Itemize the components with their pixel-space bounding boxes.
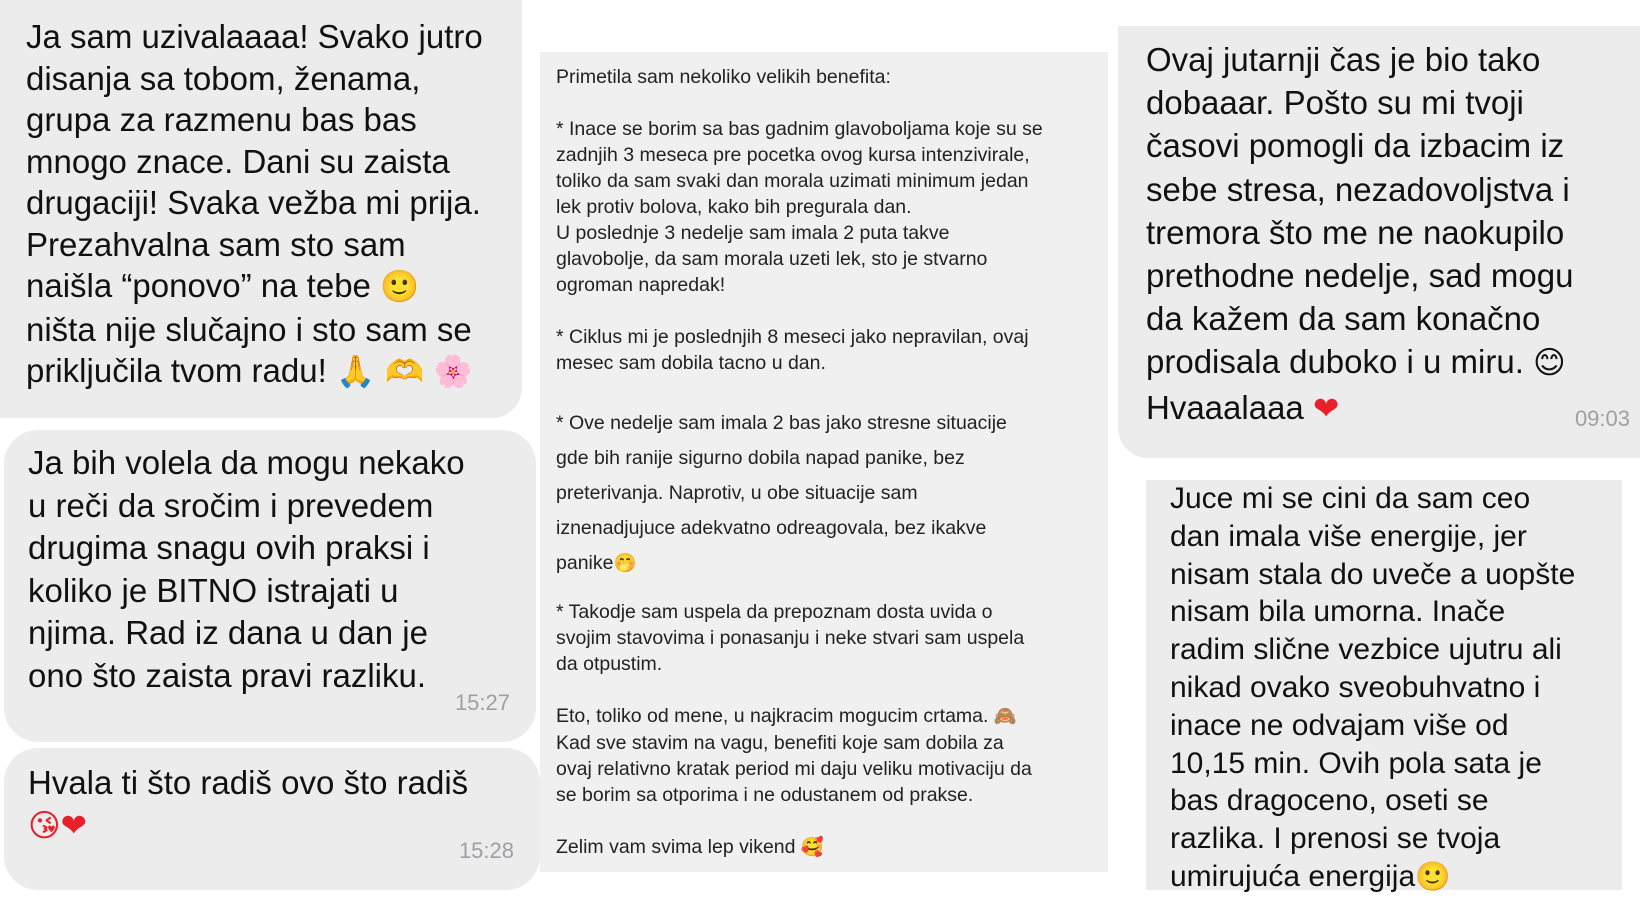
email-summary-line: Eto, toliko od mene, u najkracim mogucim crtama. <box>556 705 989 727</box>
message-bubble-bottom-left <box>4 748 540 890</box>
message-text-part1: Ovaj jutarnji čas je bio tako dobaaar. Pošto su mi tvoji časovi pomogli da izbacim iz sebe stresa, nezadovoljstva i tremora što me ne naokupilo prethodne nedelje, sad mogu da kažem da sam konačno prodisala duboko i u miru. <box>1146 41 1574 381</box>
message-text: Ja bih volela da mogu nekako u reči da sročim i prevedem drugima snagu ovih praksi i koliko je BITNO istrajati u njima. Rad iz dana u dan je ono što zaista pravi razliku. <box>28 444 465 694</box>
message-text <box>26 16 502 394</box>
email-closing-text: Zelim vam svima lep vikend <box>556 836 796 858</box>
message-text-body: Juce mi se cini da sam ceo dan imala više energije, jer nisam stala do uveče a uopšte nisam bila umorna. Inače radim slične vezbice ujutru ali nikad ovako sveobuhvatno i inace ne odvajam više od 10,15 min. Ovih pola sata je bas dragoceno, oseti se razlika. I prenosi se tvoja umirujuća energija <box>1170 482 1576 893</box>
email-closing <box>556 834 1088 861</box>
email-paragraph-stress <box>556 406 1088 581</box>
message-bubble-top-right <box>1118 26 1640 458</box>
email-paragraph-headaches: * Inace se borim sa bas gadnim glavoboljama koje su se zadnjih 3 meseca pre pocetka ovog kursa intenzivirale, toliko da sam svaki dan morala uzimati minimum jedan lek protiv bolova, kako bih pregurala dan. U poslednje 3 nedelje sam imala 2 puta takve glavobolje, da sam morala uzeti lek, sto je stvarno ogroman napredak! <box>556 118 1043 296</box>
email-paragraph-summary <box>556 703 1088 808</box>
smiley-emoji: 🙂 <box>380 269 420 305</box>
message-bubble-top-left <box>0 0 522 418</box>
pray-heart-flower-emoji: 🙏 🫶 🌸 <box>335 354 473 390</box>
message-text-part1: Hvala ti što radiš ovo što radiš <box>28 764 469 801</box>
email-paragraph-insights: * Takodje sam uspela da prepoznam dosta uvida o svojim stavovima i ponasanju i neke stvari sam uspela da otpustim. <box>556 601 1025 675</box>
smiling-face-emoji: 😊 <box>1533 345 1566 382</box>
hand-over-mouth-emoji: 🤭 <box>613 553 637 574</box>
message-timestamp: 15:28 <box>458 838 514 863</box>
email-message <box>540 52 1108 872</box>
message-timestamp: 09:03 <box>1574 405 1630 431</box>
message-text <box>1170 480 1612 896</box>
message-text <box>1146 38 1620 431</box>
message-text-part2: Hvaaalaaa <box>1146 388 1304 426</box>
message-text-part2: ništa nije slučajno i sto sam se priključila tvom radu! <box>26 310 472 389</box>
message-timestamp: 15:27 <box>454 689 510 715</box>
message-bubble-mid-left <box>4 430 536 742</box>
message-text-part1: Ja sam uzivalaaaa! Svako jutro disanja sa tobom, ženama, grupa za razmenu bas bas mnogo znace. Dani su zaista drugaciji! Svaka vežba mi prija. Prezahvalna sam sto sam naišla “ponovo” na tebe <box>26 18 483 304</box>
email-paragraph-cycle: * Ciklus mi je poslednjih 8 meseci jako nepravilan, ovaj mesec sam dobila tacno u dan. <box>556 326 1029 374</box>
email-paragraph-stress-text: * Ove nedelje sam imala 2 bas jako stresne situacije gde bih ranije sigurno dobila napad panike, bez preterivanja. Naprotiv, u obe situacije sam iznenadjujuce adekvatno odreagovala, bez ikakve panike <box>556 412 1007 574</box>
red-heart-emoji: ❤ <box>1312 390 1340 427</box>
message-text <box>28 762 520 847</box>
kiss-heart-emoji: 😘❤ <box>28 808 87 844</box>
smiling-hearts-emoji: 🥰 <box>800 837 824 858</box>
email-intro: Primetila sam nekoliko velikih benefita: <box>556 66 891 88</box>
message-bubble-bottom-right <box>1146 480 1622 893</box>
email-summary-body: Kad sve stavim na vagu, benefiti koje sam dobila za ovaj relativno kratak period mi daju veliku motivaciju da se borim sa otporima i ne odustanem od prakse. <box>556 732 1032 806</box>
smiley-emoji: 🙂 <box>1415 859 1451 893</box>
see-no-evil-monkey-emoji: 🙈 <box>993 706 1017 727</box>
